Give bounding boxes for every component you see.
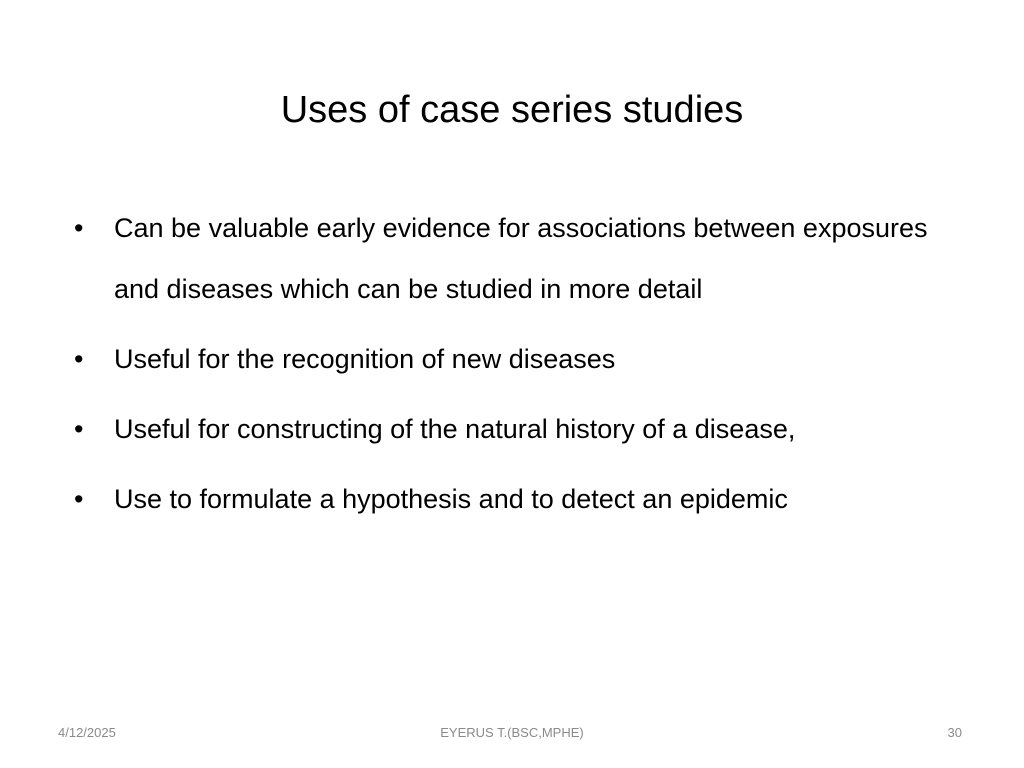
footer-date: 4/12/2025	[58, 725, 116, 740]
bullet-item	[74, 469, 974, 530]
footer-author: EYERUS T.(BSC,MPHE)	[440, 725, 584, 740]
bullet-dot-icon: •	[74, 213, 84, 243]
bullet-text: Use to formulate a hypothesis and to detect an epidemic	[114, 484, 788, 514]
slide-title: Uses of case series studies	[280, 89, 744, 131]
bullet-text: Useful for constructing of the natural history of a disease,	[114, 414, 796, 444]
footer-page-number: 30	[947, 725, 962, 740]
bullet-item	[74, 399, 974, 460]
bullet-item	[74, 198, 974, 320]
bullet-text: Can be valuable early evidence for associations between exposures and diseases which can be studied in more detail	[114, 213, 928, 304]
bullet-dot-icon: •	[74, 344, 84, 374]
bullet-item	[74, 329, 974, 390]
bullet-list	[74, 198, 974, 539]
bullet-dot-icon: •	[74, 484, 84, 514]
bullet-dot-icon: •	[74, 414, 84, 444]
bullet-text: Useful for the recognition of new diseases	[114, 344, 616, 374]
